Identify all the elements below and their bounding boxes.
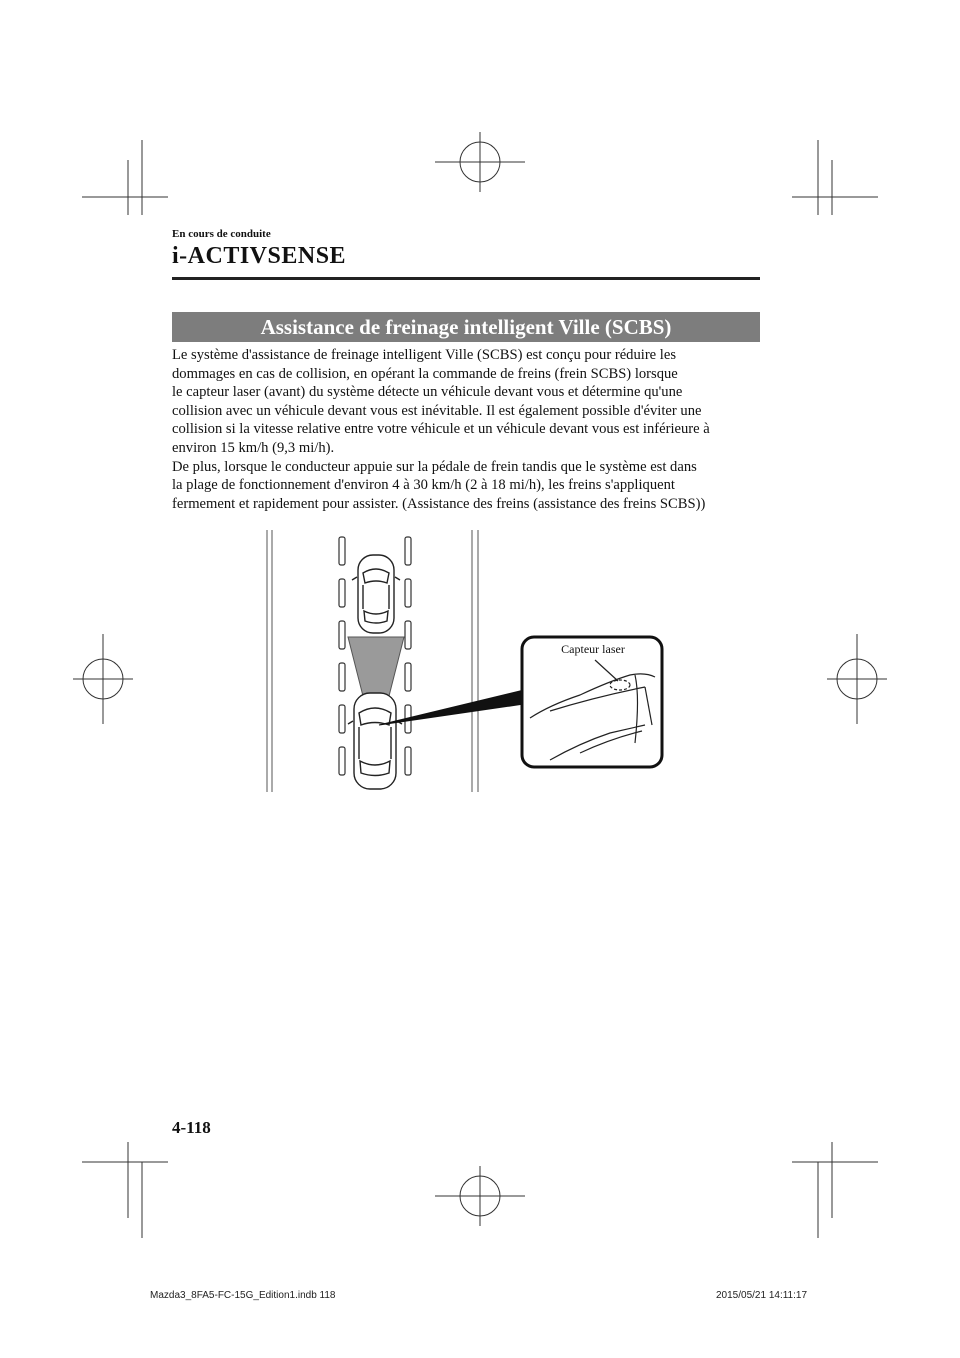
footer-timestamp: 2015/05/21 14:11:17 [716,1290,808,1301]
callout-pointer [379,690,524,725]
page-number: 4-118 [172,1118,211,1137]
body-line: collision si la vitesse relative entre votre véhicule et un véhicule devant vous est inférieure à [172,421,710,438]
scbs-illustration [250,525,670,795]
own-vehicle [348,693,402,789]
body-line: De plus, lorsque le conducteur appuie sur la pédale de frein tandis que le système est dans [172,458,697,475]
body-line: Le système d'assistance de freinage intelligent Ville (SCBS) est conçu pour réduire les [172,347,677,363]
footer-file-info: Mazda3_8FA5-FC-15G_Edition1.indb 118 [150,1290,336,1301]
body-line: la plage de fonctionnement d'environ 4 à 30 km/h (2 à 18 mi/h), les freins s'appliquent [172,477,675,494]
body-line: fermement et rapidement pour assister. (Assistance des freins (assistance des freins SCBS)) [172,495,706,512]
section-banner: Assistance de freinage intelligent Ville (SCBS) [172,312,760,342]
body-paragraph [172,346,772,513]
laser-beam [348,637,404,700]
header-rule [172,277,760,280]
vehicle-ahead [352,555,400,633]
section-label: En cours de conduite [172,228,271,240]
body-line: dommages en cas de collision, en opérant la commande de freins (frein SCBS) lorsque [172,365,678,382]
body-line: collision avec un véhicule devant vous est inévitable. Il est également possible d'éviter une [172,402,702,419]
body-line: environ 15 km/h (9,3 mi/h). [172,439,335,456]
chapter-title: i-ACTIVSENSE [172,243,347,269]
callout-label: Capteur laser [561,642,625,656]
body-line: le capteur laser (avant) du système détecte un véhicule devant vous et détermine qu'une [172,384,683,401]
